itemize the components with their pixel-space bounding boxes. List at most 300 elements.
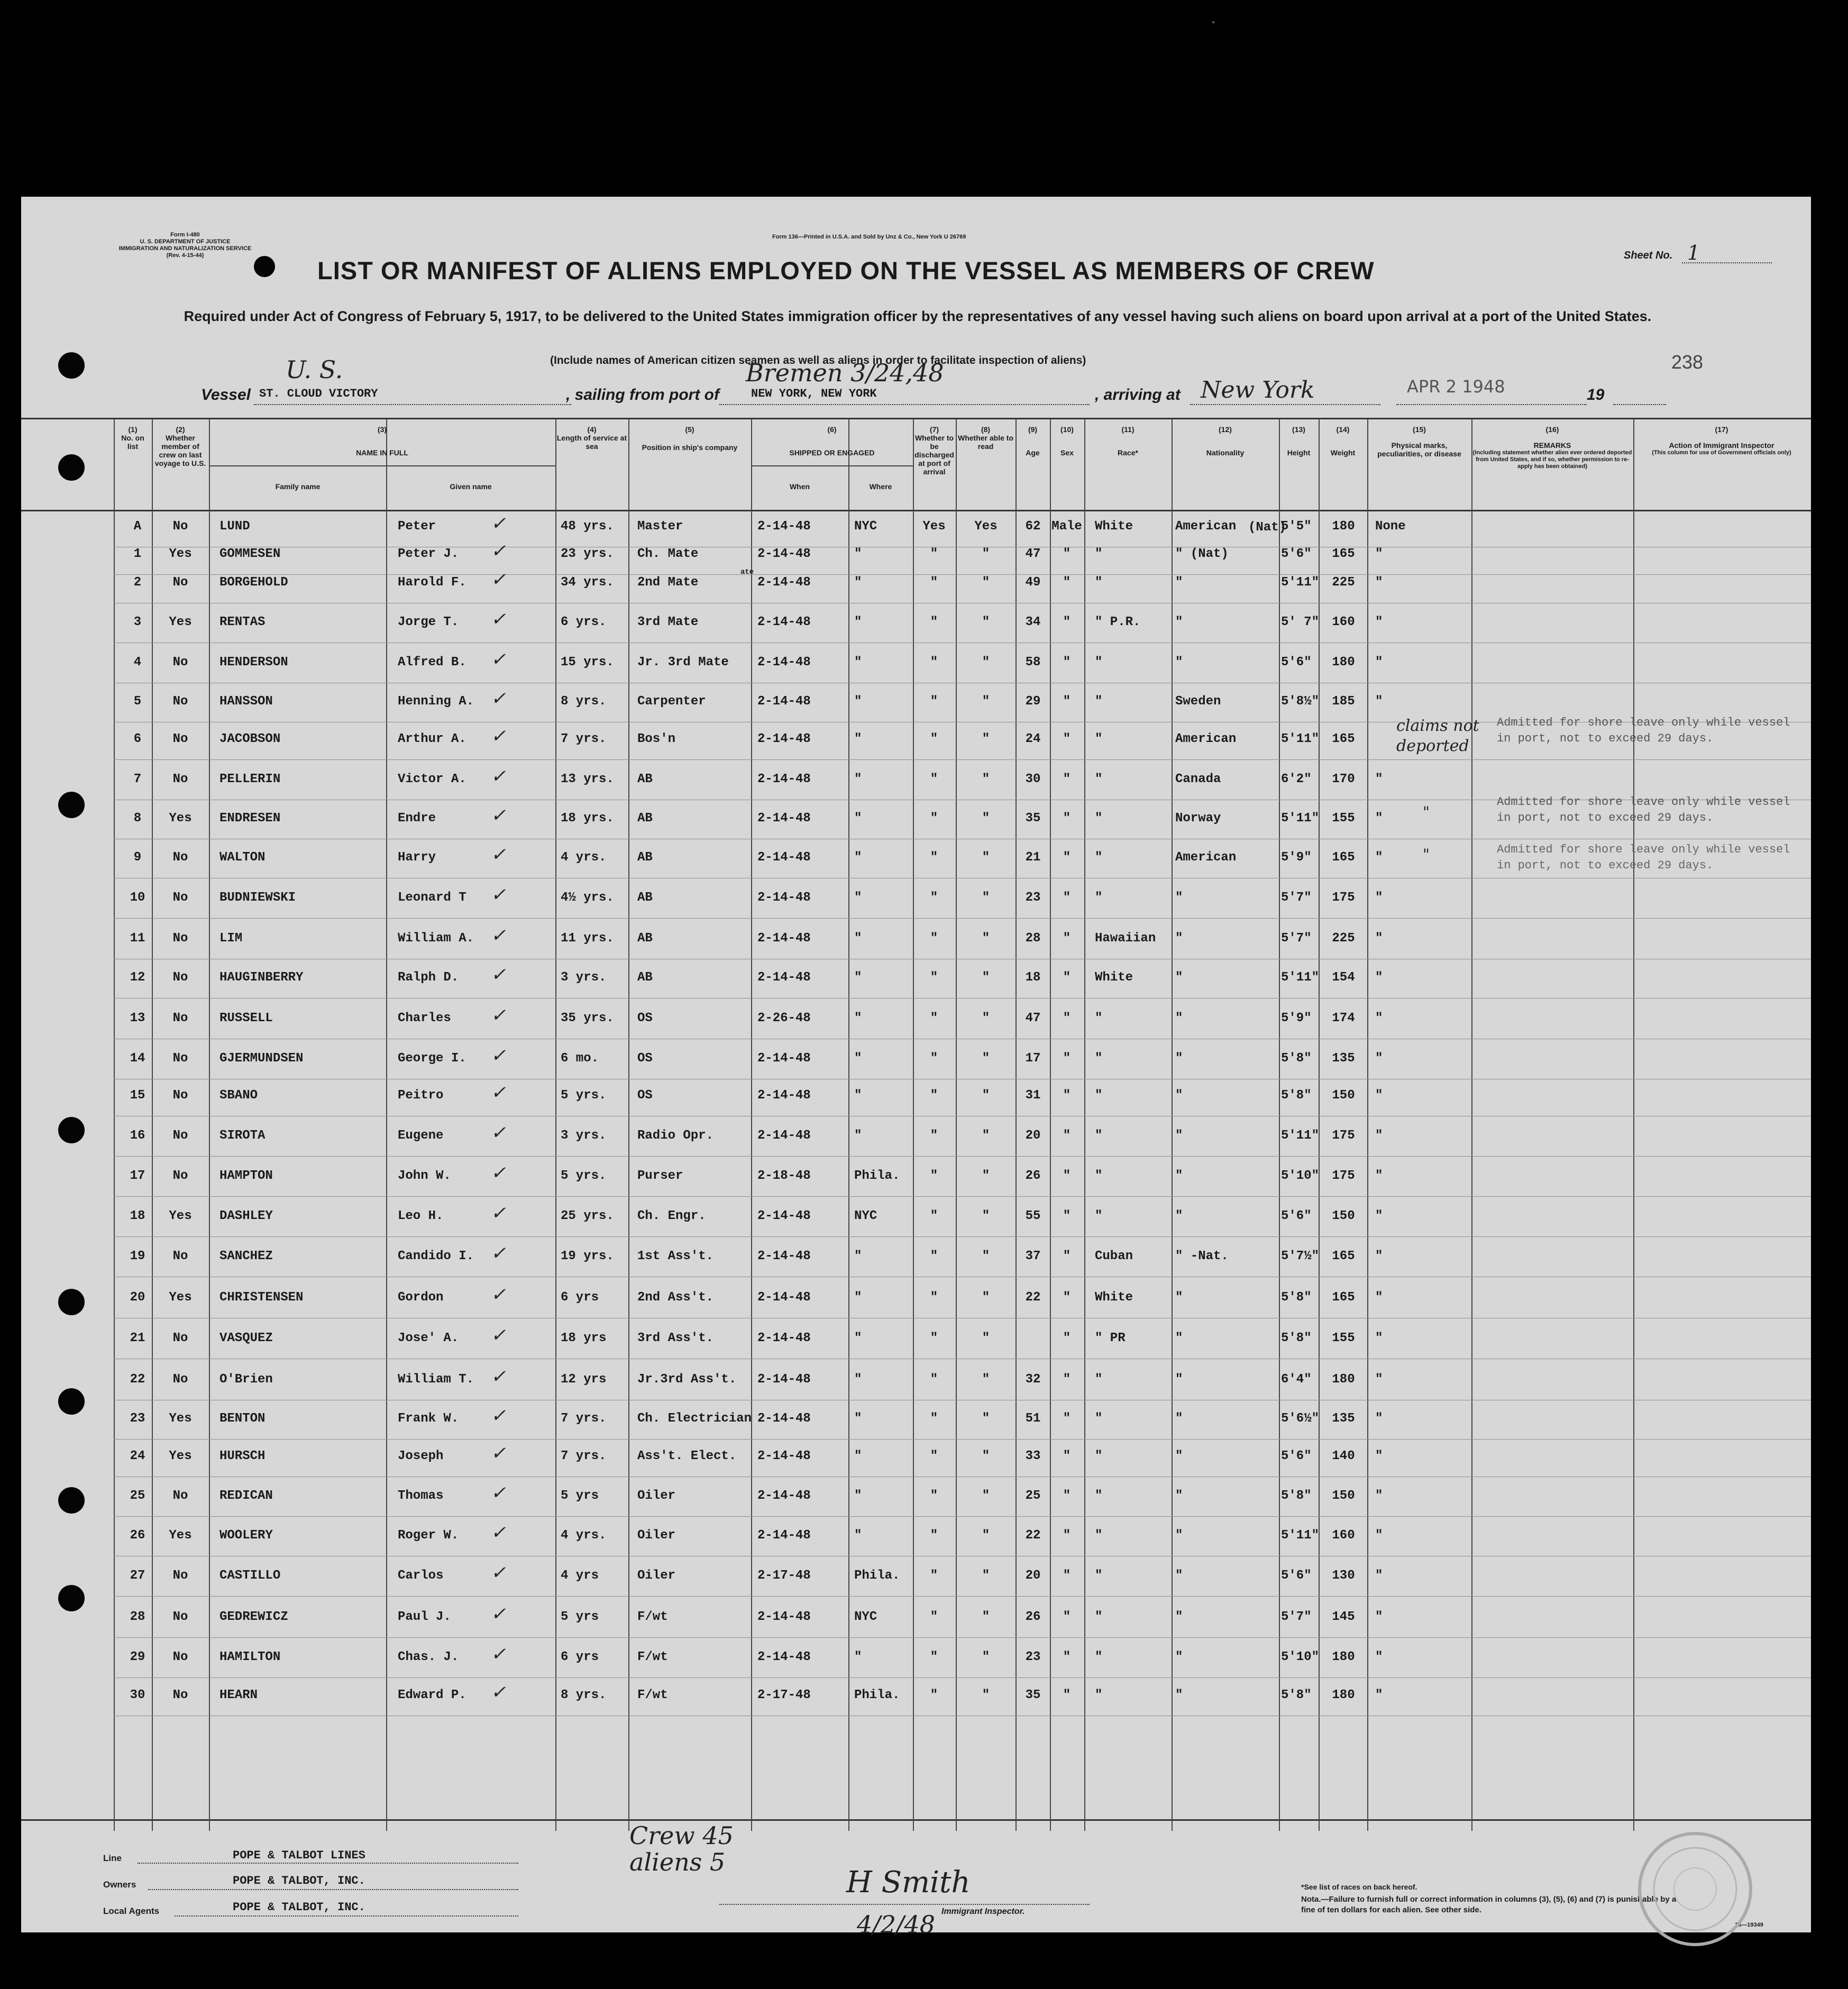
remark-row-7: Admitted for shore leave only while vessel in port, not to exceed 29 days. — [1497, 795, 1790, 824]
check-mark-icon: ✓ — [491, 1443, 506, 1464]
cell-prev: No — [172, 891, 188, 905]
cell-disch: " — [930, 1331, 938, 1345]
cell-age: 47 — [1025, 547, 1041, 561]
cell-disch: " — [930, 1290, 938, 1305]
cell-given: Eugene — [398, 1129, 444, 1143]
check-mark-icon: ✓ — [491, 1325, 506, 1346]
cell-service: 8 yrs. — [561, 694, 607, 709]
check-mark-icon: ✓ — [491, 1562, 506, 1583]
cell-where: " — [854, 575, 862, 590]
cell-when: 2-14-48 — [757, 970, 811, 985]
cell-nat: Norway — [1175, 811, 1221, 826]
check-mark-icon: ✓ — [491, 1405, 506, 1426]
cell-weight: 165 — [1332, 547, 1355, 561]
cell-when: 2-14-48 — [757, 931, 811, 946]
cell-age: 34 — [1025, 615, 1041, 629]
cell-race: " — [1095, 1569, 1103, 1583]
cell-where: " — [854, 970, 862, 985]
cell-age: 49 — [1025, 575, 1041, 590]
cell-service: 4 yrs. — [561, 1528, 607, 1543]
cell-marks: " — [1375, 1489, 1383, 1503]
cell-height: 5'8" — [1281, 1489, 1312, 1503]
cell-service: 3 yrs. — [561, 970, 607, 985]
punch-hole — [58, 1117, 85, 1143]
cell-no: 21 — [130, 1331, 145, 1345]
cell-position: 2nd Ass't. — [637, 1290, 714, 1305]
cell-height: 5'8" — [1281, 1290, 1312, 1305]
cell-position: 2nd Mate — [637, 575, 699, 590]
cell-nat: " — [1175, 1331, 1183, 1345]
check-mark-icon: ✓ — [491, 1603, 506, 1625]
cell-sex: " — [1063, 615, 1071, 629]
cell-sex: " — [1063, 1088, 1071, 1103]
cell-prev: No — [172, 1011, 188, 1025]
cell-race: " — [1095, 655, 1103, 670]
cell-family: HAMILTON — [219, 1650, 281, 1664]
row-rule — [114, 759, 1811, 760]
cell-when: 2-26-48 — [757, 1011, 811, 1025]
cell-nat: Canada — [1175, 772, 1221, 786]
col-nationality-header: (12) Nationality — [1206, 425, 1245, 457]
cell-nat: " — [1175, 1610, 1183, 1624]
year-label: 19 — [1587, 386, 1605, 404]
cell-position: 3rd Ass't. — [637, 1331, 714, 1345]
cell-age: 35 — [1025, 1688, 1041, 1702]
arriving-label: , arriving at — [1095, 386, 1181, 404]
cell-nat: " — [1175, 1290, 1183, 1305]
cell-position: Oiler — [637, 1569, 676, 1583]
seal-stamp — [1634, 1828, 1756, 1950]
cell-height: 6'4" — [1281, 1372, 1312, 1387]
cell-family: HEARN — [219, 1688, 258, 1702]
col-where-header: Where — [869, 482, 892, 491]
cell-sex: " — [1063, 1650, 1071, 1664]
cell-sex: " — [1063, 811, 1071, 826]
cell-weight: 174 — [1332, 1011, 1355, 1025]
cell-where: " — [854, 1290, 862, 1305]
cell-read: " — [982, 772, 990, 786]
cell-no: 23 — [130, 1411, 145, 1426]
cell-no: 6 — [133, 732, 142, 746]
cell-sex: " — [1063, 772, 1071, 786]
cell-race: " — [1095, 694, 1103, 709]
row-rule — [114, 1196, 1811, 1197]
cell-height: 5'8" — [1281, 1088, 1312, 1103]
cell-marks: " — [1375, 575, 1383, 590]
cell-service: 5 yrs — [561, 1610, 599, 1624]
cell-given: Jorge T. — [398, 615, 459, 629]
cell-prev: Yes — [169, 1528, 192, 1543]
cell-where: " — [854, 732, 862, 746]
cell-given: Ralph D. — [398, 970, 459, 985]
cell-height: 5'6" — [1281, 547, 1312, 561]
col-shipped-header: (6) SHIPPED OR ENGAGED — [789, 425, 875, 457]
cell-service: 48 yrs. — [561, 519, 614, 534]
cell-where: Phila. — [854, 1169, 900, 1183]
cell-marks: " — [1375, 1209, 1383, 1223]
cell-height: 5'5" — [1281, 519, 1312, 534]
cell-no: 28 — [130, 1610, 145, 1624]
cell-given: Leo H. — [398, 1209, 444, 1223]
cell-read: " — [982, 547, 990, 561]
cell-weight: 180 — [1332, 1688, 1355, 1702]
cell-height: 5'6" — [1281, 1449, 1312, 1463]
cell-race: White — [1095, 1290, 1133, 1305]
cell-given: Gordon — [398, 1290, 444, 1305]
cell-marks: " — [1375, 547, 1383, 561]
inspector-label: Immigrant Inspector. — [941, 1907, 1025, 1916]
printer-line: Form 136—Printed in U.S.A. and Sold by Unz & Co., New York U 26769 — [772, 234, 966, 240]
cell-weight: 225 — [1332, 575, 1355, 590]
cell-no: 11 — [130, 931, 145, 946]
cell-no: 18 — [130, 1209, 145, 1223]
cell-weight: 145 — [1332, 1610, 1355, 1624]
cell-height: 5'8" — [1281, 1331, 1312, 1345]
cell-when: 2-14-48 — [757, 694, 811, 709]
cell-nat: " — [1175, 1528, 1183, 1543]
punch-hole — [58, 352, 85, 379]
cell-age: 23 — [1025, 1650, 1041, 1664]
cell-family: SANCHEZ — [219, 1249, 273, 1263]
cell-when: 2-14-48 — [757, 1129, 811, 1143]
cell-prev: No — [172, 1088, 188, 1103]
cell-marks: " — [1375, 772, 1383, 786]
cell-read: " — [982, 1650, 990, 1664]
cell-marks: " — [1375, 891, 1383, 905]
sailing-label: , sailing from port of — [566, 386, 719, 404]
cell-sex: " — [1063, 575, 1071, 590]
cell-family: CHRISTENSEN — [219, 1290, 304, 1305]
cell-age: 28 — [1025, 931, 1041, 946]
cell-disch: " — [930, 931, 938, 946]
check-mark-icon: ✓ — [491, 1682, 506, 1703]
cell-where: " — [854, 1489, 862, 1503]
cell-disch: " — [930, 1372, 938, 1387]
cell-age: 18 — [1025, 970, 1041, 985]
cell-given: Peter J. — [398, 547, 459, 561]
cell-no: 13 — [130, 1011, 145, 1025]
cell-when: 2-14-48 — [757, 1209, 811, 1223]
cell-sex: " — [1063, 1411, 1071, 1426]
cell-service: 25 yrs. — [561, 1209, 614, 1223]
cell-service: 3 yrs. — [561, 1129, 607, 1143]
col-remarks-header: (16) REMARKS (Including statement whether alien ever ordered deported from United States, and if so, whether permission to re-apply has been obtained) — [1472, 425, 1632, 470]
cell-disch: " — [930, 1088, 938, 1103]
col-discharged-header: (7) Whether to be discharged at port of arrival — [914, 425, 954, 476]
cell-no: 10 — [130, 891, 145, 905]
cell-read: " — [982, 575, 990, 590]
revision: (Rev. 4-15-44) — [166, 252, 204, 259]
check-mark-icon: ✓ — [491, 609, 506, 630]
cell-disch: " — [930, 615, 938, 629]
cell-read: " — [982, 1449, 990, 1463]
cell-nat: " -Nat. — [1175, 1249, 1229, 1263]
cell-given: Victor A. — [398, 772, 466, 786]
cell-race: " — [1095, 1011, 1103, 1025]
cell-marks: " — [1375, 1449, 1383, 1463]
cell-weight: 170 — [1332, 772, 1355, 786]
cell-marks: " — [1375, 1372, 1383, 1387]
cell-service: 5 yrs. — [561, 1088, 607, 1103]
cell-given: Carlos — [398, 1569, 444, 1583]
cell-marks: " — [1375, 1169, 1383, 1183]
crew-count-handwritten: Crew 45 — [629, 1821, 734, 1850]
cell-service: 15 yrs. — [561, 655, 614, 670]
cell-height: 5'10" — [1281, 1650, 1320, 1664]
cell-position: AB — [637, 811, 653, 826]
cell-marks: " — [1375, 1290, 1383, 1305]
cell-read: " — [982, 811, 990, 826]
cell-position: F/wt — [637, 1650, 668, 1664]
cell-read: " — [982, 1489, 990, 1503]
check-mark-icon: ✓ — [491, 1366, 506, 1387]
cell-age: 30 — [1025, 772, 1041, 786]
cell-marks: " — [1375, 970, 1383, 985]
cell-nat: " — [1175, 1011, 1183, 1025]
cell-height: 5'7" — [1281, 1610, 1312, 1624]
cell-service: 6 yrs — [561, 1290, 599, 1305]
cell-where: " — [854, 1249, 862, 1263]
cell-where: " — [854, 772, 862, 786]
vessel-name: ST. CLOUD VICTORY — [259, 387, 378, 400]
cell-position: Purser — [637, 1169, 683, 1183]
col-family-name-header: Family name — [275, 482, 321, 491]
cell-weight: 180 — [1332, 519, 1355, 534]
sheet-number: 1 — [1687, 241, 1700, 264]
cell-disch: " — [930, 732, 938, 746]
check-mark-icon: ✓ — [491, 964, 506, 985]
cell-service: 8 yrs. — [561, 1688, 607, 1702]
cell-read: " — [982, 1688, 990, 1702]
check-mark-icon: ✓ — [491, 925, 506, 946]
cell-given: William A. — [398, 931, 474, 946]
cell-race: " — [1095, 772, 1103, 786]
col-sex-header: (10) Sex — [1060, 425, 1074, 457]
inspector-signature: H Smith — [846, 1865, 971, 1900]
cell-sex: " — [1063, 1169, 1071, 1183]
cell-marks: " — [1375, 655, 1383, 670]
cell-family: O'Brien — [219, 1372, 273, 1387]
cell-disch: " — [930, 772, 938, 786]
cell-weight: 180 — [1332, 655, 1355, 670]
cell-position: 1st Ass't. — [637, 1249, 714, 1263]
cell-height: 5' 7" — [1281, 615, 1320, 629]
check-mark-icon: ✓ — [491, 1082, 506, 1103]
header-bottom-rule — [21, 510, 1811, 511]
cell-age: 26 — [1025, 1610, 1041, 1624]
include-note: (Include names of American citizen seamen as well as aliens in order to facilitate inspection of aliens) — [550, 354, 1086, 366]
cell-service: 4½ yrs. — [561, 891, 614, 905]
cell-read: " — [982, 1169, 990, 1183]
cell-sex: " — [1063, 931, 1071, 946]
cell-disch: " — [930, 547, 938, 561]
cell-height: 5'6" — [1281, 1569, 1312, 1583]
cell-race: " — [1095, 1610, 1103, 1624]
cell-marks: " — [1375, 1129, 1383, 1143]
punch-hole — [58, 1388, 85, 1415]
cell-service: 4 yrs — [561, 1569, 599, 1583]
cell-nat: American — [1175, 519, 1237, 534]
cell-family: SBANO — [219, 1088, 258, 1103]
cell-where: " — [854, 1088, 862, 1103]
col-action-header: (17) Action of Immigrant Inspector (This column for use of Government officials only) — [1652, 425, 1791, 456]
cell-weight: 175 — [1332, 891, 1355, 905]
cell-family: RUSSELL — [219, 1011, 273, 1025]
cell-prev: No — [172, 970, 188, 985]
cell-disch: " — [930, 1688, 938, 1702]
cell-where: " — [854, 811, 862, 826]
cell-race: White — [1095, 519, 1133, 534]
cell-service: 23 yrs. — [561, 547, 614, 561]
cell-age: 29 — [1025, 694, 1041, 709]
col-prev-voyage-header: (2) Whether member of crew on last voyage to U.S. — [154, 425, 206, 468]
cell-nat: " — [1175, 1372, 1183, 1387]
cell-height: 5'6" — [1281, 1209, 1312, 1223]
cell-weight: 185 — [1332, 694, 1355, 709]
cell-position: AB — [637, 850, 653, 865]
cell-prev: No — [172, 732, 188, 746]
cell-nat: " — [1175, 1650, 1183, 1664]
cell-weight: 150 — [1332, 1088, 1355, 1103]
cell-sex: " — [1063, 1489, 1071, 1503]
cell-family: HENDERSON — [219, 655, 288, 670]
cell-prev: No — [172, 655, 188, 670]
cell-prev: No — [172, 1569, 188, 1583]
cell-sex: " — [1063, 1290, 1071, 1305]
row-rule — [114, 1516, 1811, 1517]
cell-sex: " — [1063, 1051, 1071, 1066]
check-mark-icon: ✓ — [491, 688, 506, 709]
cell-when: 2-14-48 — [757, 1249, 811, 1263]
cell-family: DASHLEY — [219, 1209, 273, 1223]
cell-position: AB — [637, 891, 653, 905]
cell-given: Chas. J. — [398, 1650, 459, 1664]
handwritten-deport-note: claims not deported — [1396, 717, 1479, 755]
cell-where: " — [854, 850, 862, 865]
cell-age: 20 — [1025, 1129, 1041, 1143]
cell-race: " — [1095, 1411, 1103, 1426]
cell-position: Ch. Engr. — [637, 1209, 706, 1223]
cell-age: 33 — [1025, 1449, 1041, 1463]
cell-race: " — [1095, 1088, 1103, 1103]
cell-disch: " — [930, 1610, 938, 1624]
check-mark-icon: ✓ — [491, 1203, 506, 1224]
cell-weight: 130 — [1332, 1569, 1355, 1583]
cell-when: 2-14-48 — [757, 1331, 811, 1345]
cell-read: " — [982, 615, 990, 629]
cell-race: " — [1095, 1372, 1103, 1387]
cell-weight: 180 — [1332, 1372, 1355, 1387]
cell-read: " — [982, 1528, 990, 1543]
form-number: Form I-480 — [170, 232, 200, 238]
check-mark-icon: ✓ — [491, 1162, 506, 1184]
cell-nat: " — [1175, 1449, 1183, 1463]
cell-given: Frank W. — [398, 1411, 459, 1426]
cell-marks: " — [1375, 1610, 1383, 1624]
cell-no: 27 — [130, 1569, 145, 1583]
cell-when: 2-14-48 — [757, 891, 811, 905]
col-weight-header: (14) Weight — [1330, 425, 1356, 457]
cell-no: 9 — [133, 850, 142, 865]
cell-position: AB — [637, 931, 653, 946]
cell-height: 5'9" — [1281, 1011, 1312, 1025]
cell-weight: 225 — [1332, 931, 1355, 946]
cell-disch: " — [930, 891, 938, 905]
cell-prev: No — [172, 1688, 188, 1702]
owners-value: POPE & TALBOT, INC. — [233, 1874, 365, 1887]
cell-sex: " — [1063, 1688, 1071, 1702]
cell-where: " — [854, 1449, 862, 1463]
cell-given: Thomas — [398, 1489, 444, 1503]
line-label: Line — [103, 1853, 122, 1863]
cell-race: " — [1095, 1169, 1103, 1183]
cell-marks: " — [1375, 1011, 1383, 1025]
cell-weight: 154 — [1332, 970, 1355, 985]
col-position-header: (5) Position in ship's company — [642, 425, 738, 452]
cell-given: George I. — [398, 1051, 466, 1066]
cell-given: William T. — [398, 1372, 474, 1387]
cell-position: Ch. Mate — [637, 547, 699, 561]
cell-race: " P.R. — [1095, 615, 1141, 629]
cell-where: " — [854, 931, 862, 946]
punch-hole — [58, 1289, 85, 1315]
cell-where: " — [854, 1331, 862, 1345]
cell-read: " — [982, 1569, 990, 1583]
cell-race: Cuban — [1095, 1249, 1133, 1263]
cell-sex: " — [1063, 1528, 1071, 1543]
cell-marks: " — [1375, 1688, 1383, 1702]
cell-prev: Yes — [169, 1209, 192, 1223]
cell-height: 5'11" — [1281, 732, 1320, 746]
cell-prev: No — [172, 1051, 188, 1066]
cell-family: REDICAN — [219, 1489, 273, 1503]
cell-weight: 155 — [1332, 811, 1355, 826]
check-mark-icon: ✓ — [491, 1482, 506, 1504]
cell-family: HAUGINBERRY — [219, 970, 304, 985]
manifest-sheet — [21, 197, 1811, 1939]
cell-family: BUDNIEWSKI — [219, 891, 296, 905]
cell-age: 26 — [1025, 1169, 1041, 1183]
cell-family: GJERMUNDSEN — [219, 1051, 304, 1066]
cell-given: Jose' A. — [398, 1331, 459, 1345]
cell-when: 2-14-48 — [757, 1411, 811, 1426]
page-number: 238 — [1671, 351, 1704, 373]
cell-no: 16 — [130, 1129, 145, 1143]
cell-given: Joseph — [398, 1449, 444, 1463]
row-rule — [114, 1156, 1811, 1157]
punch-hole — [58, 792, 85, 818]
cell-height: 5'11" — [1281, 575, 1320, 590]
cell-position: Bos'n — [637, 732, 676, 746]
cell-read: " — [982, 655, 990, 670]
cell-when: 2-18-48 — [757, 1169, 811, 1183]
cell-race: " — [1095, 1449, 1103, 1463]
cell-no: 2 — [133, 575, 142, 590]
cell-no: 14 — [130, 1051, 145, 1066]
cell-no: 17 — [130, 1169, 145, 1183]
arrival-date-stamp: APR 2 1948 — [1407, 377, 1505, 397]
cell-nat: American — [1175, 850, 1237, 865]
vessel-prefix-handwritten: U. S. — [286, 355, 343, 384]
cell-where: " — [854, 1411, 862, 1426]
cell-service: 4 yrs. — [561, 850, 607, 865]
cell-sex: " — [1063, 1209, 1071, 1223]
cell-age: 31 — [1025, 1088, 1041, 1103]
cell-when: 2-14-48 — [757, 1449, 811, 1463]
cell-marks: None — [1375, 519, 1406, 534]
cell-prev: Yes — [169, 811, 192, 826]
cell-when: 2-14-48 — [757, 547, 811, 561]
